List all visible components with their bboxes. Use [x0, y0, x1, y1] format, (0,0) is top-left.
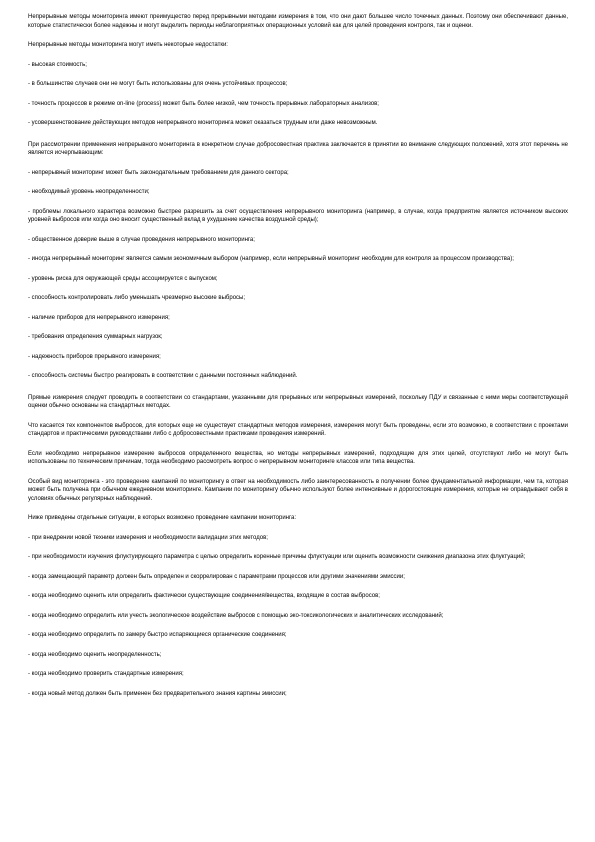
- list-item: - проблемы локального характера возможно быстрее разрешить за счет осуществления непрерывного мониторинга (например, в случае, когда предприятие является источником высоких уровней выбросов или когда оно вносит существенный вклад в ухудшение качества воздушной среды);: [28, 208, 568, 223]
- list-item: - общественное доверие выше в случае проведения непрерывного мониторинга;: [28, 236, 255, 243]
- list-item: - в большинстве случаев они не могут быть использованы для очень устойчивых процессов;: [28, 81, 288, 87]
- list-item: - при внедрении новой техники измерения и необходимости валидации этих методов;: [28, 534, 268, 541]
- paragraph-considerations: При рассмотрении применения непрерывного мониторинга в конкретном случае добросовестная практика заключается в принятии во внимание следующих положений, хотя этот перечень не является исчерпывающим:: [28, 141, 568, 156]
- list-item: - наличие приборов для непрерывного измерения;: [28, 314, 170, 321]
- list-item: - точность процессов в режиме on-line (process) может быть более низкой, чем точность прерывных лабораторных анализов;: [28, 100, 379, 107]
- list-item: - усовершенствование действующих методов непрерывного мониторинга может оказаться трудным или даже невозможным.: [28, 120, 378, 126]
- paragraph-direct-measurements: Прямые измерения следует проводить в соответствии со стандартами, указанными для прерывных или непрерывных измерений, поскольку ПДУ и связанные с ними меры соответствующей оценки обычно основаны на стандартных методах.: [28, 394, 568, 409]
- list-item: - при необходимости изучения флуктуирующего параметра с целью определить коренные причины флуктуации или оценить возможности снижения диапазона этих флуктуаций;: [28, 554, 526, 560]
- paragraph-no-standard-methods: Что касается тех компонентов выбросов, для которых еще не существует стандартных методов измерения, измерения могут быть проведены, если это возможно, в соответствии с проектами стандартов и практическими руководствами либо с добросовестными практиками проведения измерений.: [28, 422, 568, 437]
- list-item: - необходимый уровень неопределенности;: [28, 189, 150, 195]
- paragraph-continuous-substance: Если необходимо непрерывное измерение выбросов определенного вещества, но методы непрерывных измерений, подходящие для этих целей, отсутствуют либо не могут быть использованы по техническим причинам, тогда необходимо рассмотреть вопрос о непрерывном мониторинге классов или типа вещества.: [28, 450, 568, 465]
- list-item: - когда необходимо определить по замеру быстро испаряющиеся органические соединения;: [28, 632, 287, 638]
- paragraph-campaign-monitoring: Особый вид мониторинга - это проведение кампаний по мониторингу в ответ на необходимость либо заинтересованность в получении более фундаментальной информации, чем та, которая может быть получена при обычном ежедневном мониторинге. Кампании по мониторингу обычно используют более интенсивные и дорогостоящие измерения, которые не оправдывают себя в условиях обычных регулярных наблюдений.: [28, 478, 568, 502]
- list-item: - непрерывный мониторинг может быть законодательным требованием для данного сектора;: [28, 169, 289, 176]
- list-item: - когда необходимо оценить или определить фактически существующие соединения/вещества, входящие в состав выбросов;: [28, 593, 380, 599]
- list-item: - надежность приборов прерывного измерения;: [28, 353, 161, 360]
- list-item: - когда необходимо проверить стандартные измерения;: [28, 671, 184, 677]
- list-item: - уровень риска для окружающей среды ассоциируется с выпуском;: [28, 275, 218, 282]
- paragraph-intro: Непрерывные методы мониторинга имеют преимущество перед прерывными методами измерения в том, что они дают большее число точечных данных. Поэтому они обеспечивают данные, которые статистически более надежны и могут выделить периоды неблагоприятных операционных условий как для целей проведения контроля, так и оценки.: [28, 14, 568, 29]
- list-item: - высокая стоимость;: [28, 61, 87, 68]
- paragraph-situations-heading: Ниже приведены отдельные ситуации, в которых возможно проведение кампании мониторинга:: [28, 515, 297, 521]
- list-item: - когда замещающий параметр должен быть определен и скоррелирован с параметрами процессов или другими значениями эмиссии;: [28, 573, 405, 580]
- document-body: [28, 13, 568, 698]
- paragraph-drawbacks-heading: Непрерывные методы мониторинга могут иметь некоторые недостатки:: [28, 42, 228, 48]
- list-item: - когда новый метод должен быть применен без предварительного знания картины эмиссии;: [28, 690, 287, 697]
- list-item: - способность контролировать либо уменьшать чрезмерно высокие выбросы;: [28, 295, 246, 301]
- list-item: - иногда непрерывный мониторинг является самым экономичным выбором (например, если непрерывный мониторинг необходим для контроля за процессом производства);: [28, 256, 514, 262]
- list-item: - когда необходимо определить или учесть экологическое воздействие выбросов с помощью эко-токсикологических и аналитических исследований;: [28, 612, 444, 619]
- list-item: - требования определения суммарных нагрузок;: [28, 334, 163, 340]
- list-item: - когда необходимо оценить неопределенность;: [28, 651, 162, 658]
- list-item: - способность системы быстро реагировать в соответствии с данными постоянных наблюдений.: [28, 373, 298, 379]
